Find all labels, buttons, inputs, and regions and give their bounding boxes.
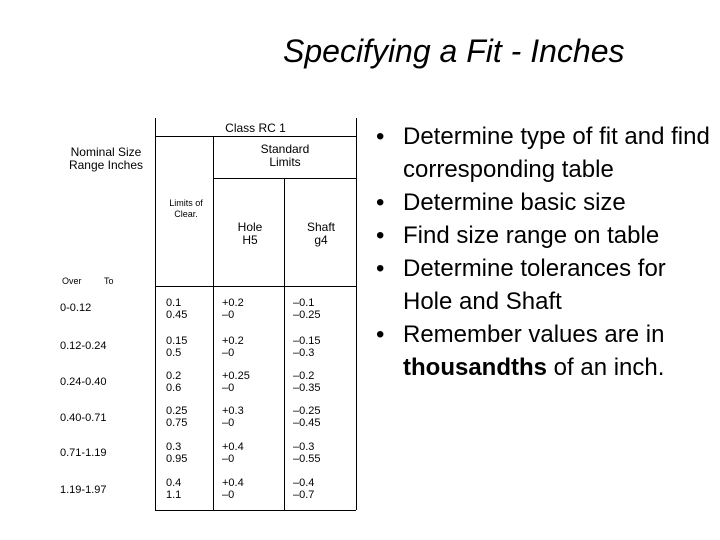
bullet-text: Determine tolerances for Hole and Shaft [403, 255, 666, 315]
shaft-header: Shaft g4 [306, 220, 336, 247]
clearance-cell: 1.1 [166, 489, 182, 501]
shaft-cell: –0.3 [293, 441, 315, 453]
shaft-cell: –0.1 [293, 297, 315, 309]
hole-cell: +0.3 [222, 405, 244, 417]
hole-cell: –0 [222, 309, 235, 321]
table-rule [284, 178, 285, 510]
nominal-size-header: Nominal Size Range Inches [68, 145, 144, 172]
bullet-item [373, 120, 718, 186]
clearance-cell: 0.15 [166, 335, 188, 347]
clearance-cell: 0.3 [166, 441, 182, 453]
bullet-item [373, 318, 718, 384]
table-rule [213, 136, 214, 510]
table-rule [155, 286, 356, 287]
bullet-list [373, 120, 718, 384]
hole-cell: –0 [222, 453, 235, 465]
hole-cell: –0 [222, 347, 235, 359]
clearance-cell: 0.75 [166, 417, 188, 429]
shaft-cell: –0.55 [293, 453, 321, 465]
clearance-cell: 0.6 [166, 382, 182, 394]
shaft-cell: –0.2 [293, 370, 315, 382]
hole-cell: +0.4 [222, 441, 244, 453]
hole-header: Hole H5 [237, 220, 263, 247]
size-range-cell: 0.12-0.24 [60, 340, 107, 352]
shaft-cell: –0.35 [293, 382, 321, 394]
shaft-cell: –0.25 [293, 405, 321, 417]
limits-clear-header: Limits of Clear. [169, 198, 203, 219]
bullet-text: Determine basic size [403, 189, 626, 216]
bullet-text: Find size range on table [403, 222, 660, 249]
size-range-cell: 0.40-0.71 [60, 412, 107, 424]
bullet-item [373, 252, 718, 318]
size-range-cell: 0.24-0.40 [60, 376, 107, 388]
slide-title: Specifying a Fit - Inches [283, 33, 625, 69]
table-rule [356, 118, 357, 510]
hole-cell: –0 [222, 417, 235, 429]
to-label: To [104, 276, 114, 286]
shaft-cell: –0.15 [293, 335, 321, 347]
shaft-cell: –0.3 [293, 347, 315, 359]
clearance-cell: 0.45 [166, 309, 188, 321]
shaft-cell: –0.45 [293, 417, 321, 429]
class-label: Class RC 1 [225, 121, 286, 135]
over-label: Over [62, 276, 82, 286]
shaft-cell: –0.4 [293, 477, 315, 489]
table-rule [155, 136, 356, 137]
size-range-cell: 0-0.12 [60, 302, 92, 314]
bullet-text: of an inch. [553, 354, 665, 381]
standard-limits-header: Standard Limits [260, 142, 310, 169]
clearance-cell: 0.95 [166, 453, 188, 465]
clearance-cell: 0.1 [166, 297, 182, 309]
hole-cell: +0.2 [222, 335, 244, 347]
hole-cell: +0.25 [222, 370, 250, 382]
size-range-cell: 0.71-1.19 [60, 447, 107, 459]
bullet-item [373, 186, 718, 219]
hole-cell: +0.4 [222, 477, 244, 489]
hole-cell: +0.2 [222, 297, 244, 309]
hole-cell: –0 [222, 489, 235, 501]
bullet-text: Determine type of fit and find corresponding table [403, 123, 710, 183]
clearance-cell: 0.5 [166, 347, 182, 359]
clearance-cell: 0.2 [166, 370, 182, 382]
clearance-cell: 0.25 [166, 405, 188, 417]
bullet-emphasis: thousandths [403, 354, 547, 381]
table-rule [155, 118, 156, 510]
shaft-cell: –0.7 [293, 489, 315, 501]
hole-cell: –0 [222, 382, 235, 394]
clearance-cell: 0.4 [166, 477, 182, 489]
shaft-cell: –0.25 [293, 309, 321, 321]
bullet-text: Remember values are in [403, 321, 665, 348]
table-rule [155, 510, 356, 511]
bullet-item [373, 219, 718, 252]
size-range-cell: 1.19-1.97 [60, 484, 107, 496]
